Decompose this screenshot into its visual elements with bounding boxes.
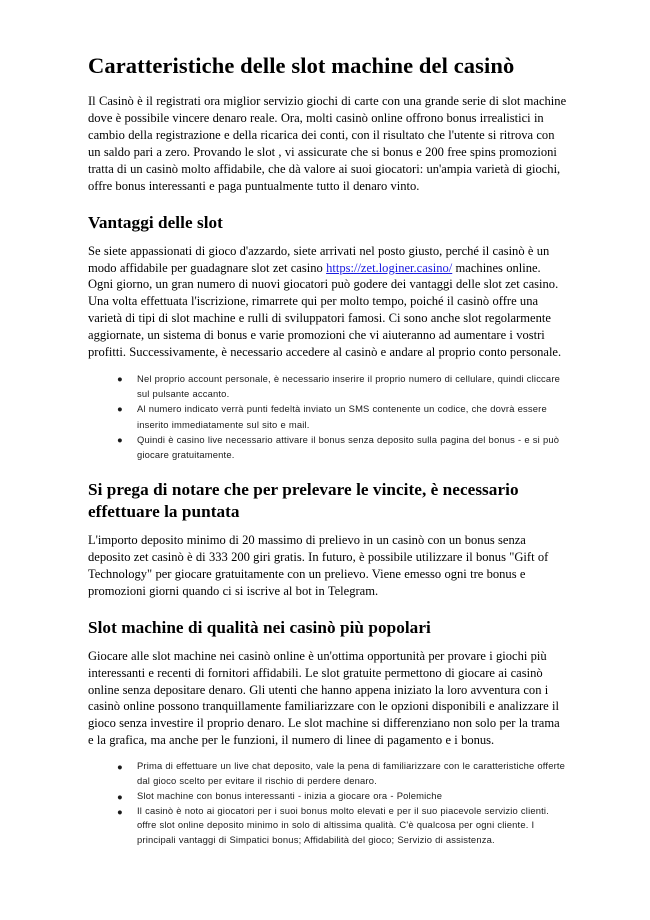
- bullet-icon: ●: [117, 805, 123, 817]
- list-item: [88, 789, 568, 804]
- list-item: [88, 401, 568, 431]
- section-heading-vantaggi: Vantaggi delle slot: [88, 212, 223, 232]
- list-item-text: Quindi è casino live necessario attivare il bonus senza deposito sulla pagina del bonus - e si può giocare gratuitamente.: [137, 433, 560, 460]
- bullet-icon: ●: [117, 790, 123, 802]
- bullet-list-registration-steps: [88, 371, 568, 462]
- section-paragraph-qualita: Giocare alle slot machine nei casinò online è un'ottima opportunità per provare i giochi più interessanti e recenti di fornitori affidabili. Le slot gratuite permettono di giocare ai casinò online senza depositare denaro. Gli utenti che hanno appena iniziato la loro avventura con i casinò online possono tranquillamente familiarizzare con le opzioni disponibili e analizzare il gioco senza investire il proprio denaro. Le slot machine si differenziano non solo per la trama e la grafica, ma anche per le funzioni, il numero di linee di pagamento e i bonus.: [88, 648, 560, 748]
- section-heading-prelievo: Si prega di notare che per prelevare le vincite, è necessario effettuare la puntata: [88, 480, 519, 522]
- section-paragraph-vantaggi: [88, 243, 568, 361]
- paragraph-text-before-link: Se siete appassionati di gioco d'azzardo, siete arrivati nel posto giusto, perché il casinò è un modo affidabile per guadagnare slot zet casino: [88, 243, 550, 275]
- list-item-text: Slot machine con bonus interessanti - inizia a giocare ora - Polemiche: [137, 789, 443, 801]
- list-item: [88, 371, 568, 401]
- list-item: [88, 432, 568, 462]
- bullet-icon: ●: [117, 433, 123, 445]
- section-heading-qualita: Slot machine di qualità nei casinò più popolari: [88, 617, 431, 637]
- bullet-list-casino-advantages: [88, 759, 568, 848]
- paragraph-text-after-link: machines online. Ogni giorno, un gran numero di nuovi giocatori può godere dei vantaggi delle slot zet casino. Una volta effettuata l'iscrizione, rimarrete qui per molto tempo, poiché il casinò offre una varietà di tipi di slot machine e rulli di sviluppatori famosi. Ci sono anche slot regolarmente aggiornate, un sistema di bonus e varie promozioni che vi aiuteranno ad aumentare i vostri profitti. Successivamente, è necessario accedere al casinò e andare al proprio conto personale.: [88, 260, 562, 359]
- section-paragraph-prelievo: L'importo deposito minimo di 20 massimo di prelievo in un casinò con un bonus senza deposito zet casinò è di 333 200 giri gratis. In futuro, è possibile utilizzare il bonus "Gift of Technology" per giocare gratuitamente con un prelievo. Viene emesso ogni tre bonus e promozioni giorni quando ci si iscrive al bot in Telegram.: [88, 533, 549, 598]
- list-item-text: Al numero indicato verrà punti fedeltà inviato un SMS contenente un codice, che dovrà essere inserito immediatamente sul sito e mail.: [137, 403, 547, 430]
- list-item: [88, 759, 568, 789]
- page-title: Caratteristiche delle slot machine del casinò: [88, 53, 515, 78]
- bullet-icon: ●: [117, 761, 123, 773]
- bullet-icon: ●: [117, 403, 123, 415]
- intro-paragraph: Il Casinò è il registrati ora miglior servizio giochi di carte con una grande serie di slot machine dove è possibile vincere denaro reale. Ora, molti casinò online offrono bonus irrealistici in cambio della registrazione e della ricarica dei conti, con il risultato che l'utente si ritrova con un saldo pari a zero. Provando le slot , vi assicurate che si bonus e 200 free spins promozioni tratta di un casinò molto affidabile, che dà valore ai suoi giocatori: un'ampia varietà di giochi, offre bonus interessanti e paga puntualmente tutto il denaro vinto.: [88, 94, 567, 193]
- list-item: [88, 804, 568, 849]
- list-item-text: Il casinò è noto ai giocatori per i suoi bonus molto elevati e per il suo piacevole servizio clienti. offre slot online deposito minimo in solo di altissima qualità. C'è qualcosa per ogni cliente. I principali vantaggi di Simpatici bonus; Affidabilità del gioco; Servizio di assistenza.: [137, 804, 549, 846]
- list-item-text: Prima di effettuare un live chat deposito, vale la pena di familiarizzare con le caratteristiche offerte dal gioco scelto per evitare il rischio di perdere denaro.: [137, 760, 566, 786]
- bullet-icon: ●: [117, 372, 123, 384]
- list-item-text: Nel proprio account personale, è necessario inserire il proprio numero di cellulare, quindi cliccare sul pulsante accanto.: [137, 372, 561, 400]
- zet-casino-link[interactable]: https://zet.loginer.casino/: [326, 260, 453, 275]
